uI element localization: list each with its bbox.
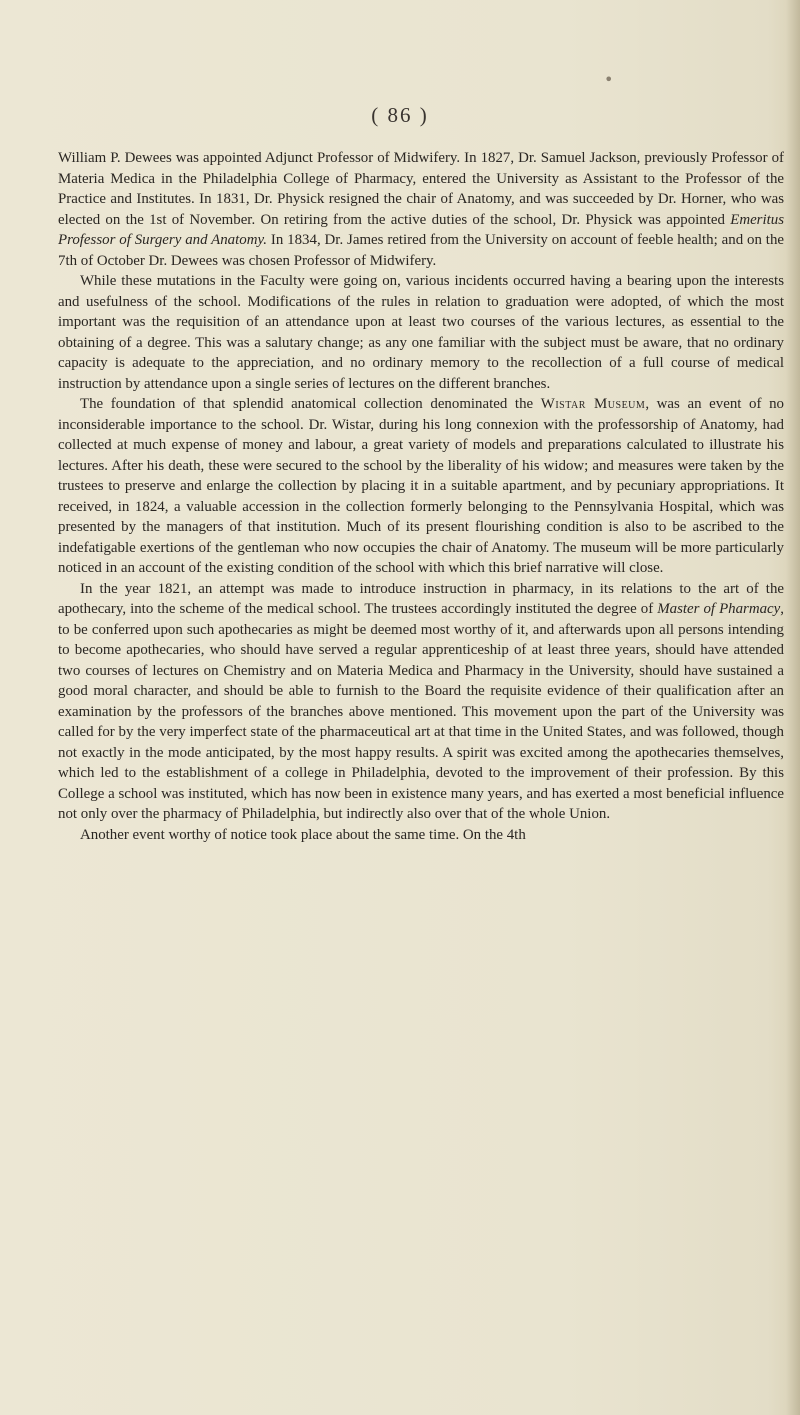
paragraph-3-seg-1: The foundation of that splendid anatomical collection denominated the <box>80 396 541 412</box>
paragraph-4-seg-2: Master of Pharmacy <box>657 601 781 617</box>
body-text <box>58 148 784 845</box>
paragraph-2-seg-1: While these mutations in the Faculty were going on, various incidents occurred having a bearing upon the interests and usefulness of the school. Modifications of the rules in relation to graduation were adopted, of which the most important was the requisition of an attendance upon at least two courses of the various lectures, as essential to the obtaining of a degree. This was a salutary change; as any one familiar with the subject must be aware, that no ordinary capacity is adequate to the appreciation, and no ordinary memory to the recollection of a full course of medical instruction by attendance upon a single series of lectures on the different branches. <box>58 273 784 392</box>
ink-mark: • <box>604 70 614 89</box>
paragraph-5 <box>58 825 784 846</box>
paragraph-1-seg-3: In 1834, Dr. James retired from the University on account of feeble health; and on the 7th of October Dr. Dewees was chosen Professor of Midwifery. <box>58 232 784 269</box>
paragraph-3 <box>58 394 784 579</box>
paragraph-4 <box>58 579 784 825</box>
paragraph-1-seg-1: William P. Dewees was appointed Adjunct Professor of Midwifery. In 1827, Dr. Samuel Jackson, previously Professor of Materia Medica in the Philadelphia College of Pharmacy, entered the University as Assistant to the Professor of the Practice and Institutes. In 1831, Dr. Physick resigned the chair of Anatomy, and was succeeded by Dr. Horner, who was elected on the 1st of November. On retiring from the active duties of the school, Dr. Physick was appointed <box>58 150 784 228</box>
paragraph-2 <box>58 271 784 394</box>
paragraph-4-seg-1: In the year 1821, an attempt was made to introduce instruction in pharmacy, in its relations to the art of the apothecary, into the scheme of the medical school. The trustees accordingly instituted the degree of <box>58 580 784 617</box>
paragraph-1 <box>58 148 784 271</box>
paragraph-1-seg-2: Emeritus Professor of Surgery and Anatomy. <box>58 211 784 248</box>
page-number: ( 86 ) <box>371 103 429 127</box>
paragraph-3-seg-2: Wistar Museum <box>540 396 646 412</box>
paragraph-3-seg-3: , was an event of no inconsiderable importance to the school. Dr. Wistar, during his long connexion with the professorship of Anatomy, had collected at much expense of money and labour, a great variety of models and preparations calculated to illustrate his lectures. After his death, these were secured to the school by the liberality of his widow; and measures were taken by the trustees to preserve and enlarge the collection by placing it in a suitable apartment, and by pecuniary appropriations. It received, in 1824, a valuable accession in the collection formerly belonging to the Pennsylvania Hospital, which was presented by the managers of that institution. Much of its present flourishing condition is also to be ascribed to the indefatigable exertions of the gentleman who now occupies the chair of Anatomy. The museum will be more particularly noticed in an account of the existing condition of the school with which this brief narrative will close. <box>58 396 784 576</box>
page-edge-shadow <box>786 0 800 1415</box>
paragraph-5-seg-1: Another event worthy of notice took place about the same time. On the 4th <box>80 826 526 843</box>
paragraph-4-seg-3: , to be conferred upon such apothecaries as might be deemed most worthy of it, and afterwards upon all persons intending to become apothecaries, who should have served a regular apprenticeship of at least three years, should have attended two courses of lectures on Chemistry and on Materia Medica and Pharmacy in the University, should have sustained a good moral character, and should be able to furnish to the Board the requisite evidence of their qualification after an examination by the professors of the branches above mentioned. This movement upon the part of the University was called for by the very imperfect state of the pharmaceutical art at that time in the United States, and was followed, though not exactly in the mode anticipated, by the most happy results. A spirit was excited among the apothecaries themselves, which led to the establishment of a college in Philadelphia, devoted to the improvement of their profession. By this College a school was instituted, which has now been in existence many years, and has exerted a most beneficial influence not only over the pharmacy of Philadelphia, but indirectly also over that of the whole Union. <box>58 601 784 822</box>
